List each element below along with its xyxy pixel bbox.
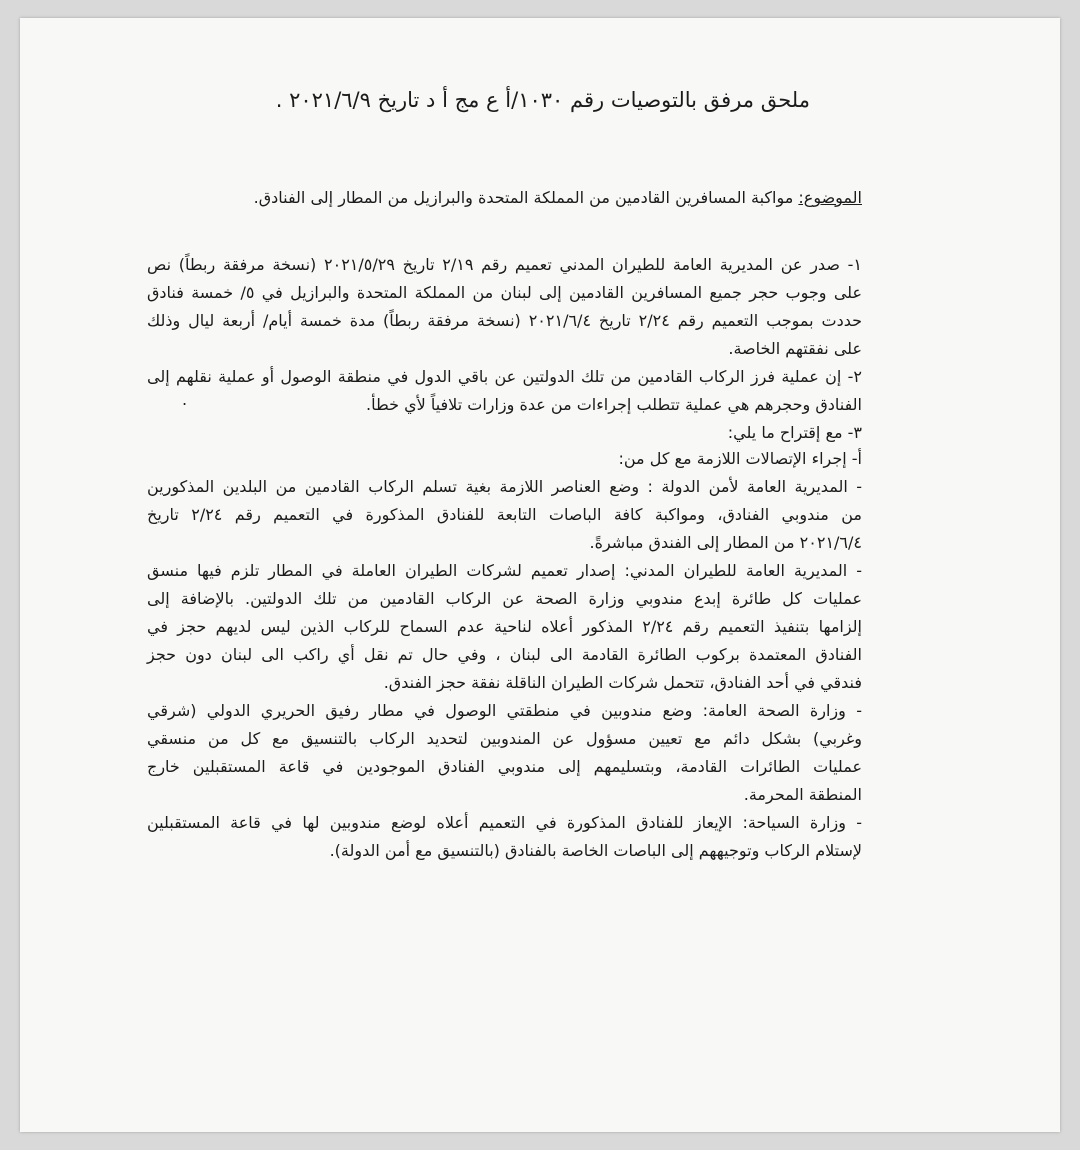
- paragraph-line: فندقي في أحد الفنادق، تتحمل شركات الطيران الناقلة نفقة حجز الفندق.: [383, 673, 862, 692]
- paragraph-line: - المديرية العامة لأمن الدولة : وضع العناصر اللازمة بغية تسلم الركاب القادمين من البلدين المذكورين: [147, 477, 862, 496]
- document-page: [20, 18, 1060, 1132]
- paragraph-line: - المديرية العامة للطيران المدني: إصدار تعميم لشركات الطيران العاملة في المطار تلزم فيها منسق: [147, 561, 862, 580]
- paragraph-line: عمليات كل طائرة إبدع مندوبي وزارة الصحة عن الركاب القادمين من تلك الدولتين. بالإضافة إلى: [147, 589, 862, 608]
- paragraph-line: - وزارة الصحة العامة: وضع مندوبين في منطقتي الوصول في مطار رفيق الحريري الدولي (شرقي: [147, 701, 862, 720]
- paragraph-line: ٢- إن عملية فرز الركاب القادمين من تلك الدولتين عن باقي الدول في منطقة الوصول أو عملية نقلهم إلى: [147, 367, 862, 386]
- document-body: [20, 18, 1060, 1132]
- paragraph-line: وغربي) بشكل دائم مع تعيين مسؤول عن المندوبين لتحديد الركاب بالتنسيق مع كل من منسقي: [147, 729, 862, 748]
- paragraph-line: حددت بموجب التعميم رقم ٢/٢٤ تاريخ ٢٠٢١/٦/٤ (نسخة مرفقة ربطاً) مدة خمسة أيام/ أربعة ليال وذلك: [147, 311, 862, 330]
- paragraph-line: إلزامها بتنفيذ التعميم رقم ٢/٢٤ المذكور أعلاه لناحية عدم السماح للركاب الذين ليس لديهم حجز في: [147, 617, 862, 636]
- paragraph-line: على نفقتهم الخاصة.: [728, 339, 862, 358]
- paragraph-line: لإستلام الركاب وتوجيههم إلى الباصات الخاصة بالفنادق (بالتنسيق مع أمن الدولة).: [329, 841, 862, 860]
- margin-mark: .: [182, 390, 188, 409]
- paragraph-line: ١- صدر عن المديرية العامة للطيران المدني تعميم رقم ٢/١٩ تاريخ ٢٠٢١/٥/٢٩ (نسخة مرفقة ربطاً) نص: [147, 255, 863, 274]
- paragraph-line: ٢٠٢١/٦/٤ من المطار إلى الفندق مباشرةً.: [589, 533, 862, 552]
- paragraph-line: على وجوب حجر جميع المسافرين القادمين إلى لبنان من المملكة المتحدة والبرازيل في ٥/ خمسة فنادق: [147, 283, 862, 302]
- paragraph-line: الفنادق وحجرهم هي عملية تتطلب إجراءات من عدة وزارات تلافياً لأي خطأ.: [366, 395, 862, 414]
- subject-label: الموضوع:: [798, 188, 862, 207]
- paragraph-line: الفنادق المعتمدة بركوب الطائرة القادمة الى لبنان ، وفي حال تم نقل أي راكب الى لبنان دون حجز: [147, 645, 862, 664]
- paragraph-line: من مندوبي الفنادق، ومواكبة كافة الباصات التابعة للفنادق المذكورة في التعميم رقم ٢/٢٤ تاريخ: [147, 505, 862, 524]
- paragraph-line: المنطقة المحرمة.: [743, 785, 862, 804]
- document-title: ملحق مرفق بالتوصيات رقم ١٠٣٠/أ ع مج أ د تاريخ ٢٠٢١/٦/٩ .: [275, 88, 810, 112]
- paragraph-line: أ- إجراء الإتصالات اللازمة مع كل من:: [618, 449, 862, 468]
- subject-text: مواكبة المسافرين القادمين من المملكة المتحدة والبرازيل من المطار إلى الفنادق.: [253, 188, 799, 207]
- paragraph-line: - وزارة السياحة: الإيعاز للفنادق المذكورة في التعميم أعلاه لوضع مندوبين لها في قاعة المستقبلين: [147, 813, 862, 832]
- paragraph-line: ٣- مع إقتراح ما يلي:: [727, 423, 862, 442]
- paragraph-line: عمليات الطائرات القادمة، وبتسليمهم إلى مندوبي الفنادق الموجودين في قاعة المستقبلين خارج: [147, 757, 862, 776]
- subject-line: [254, 188, 862, 207]
